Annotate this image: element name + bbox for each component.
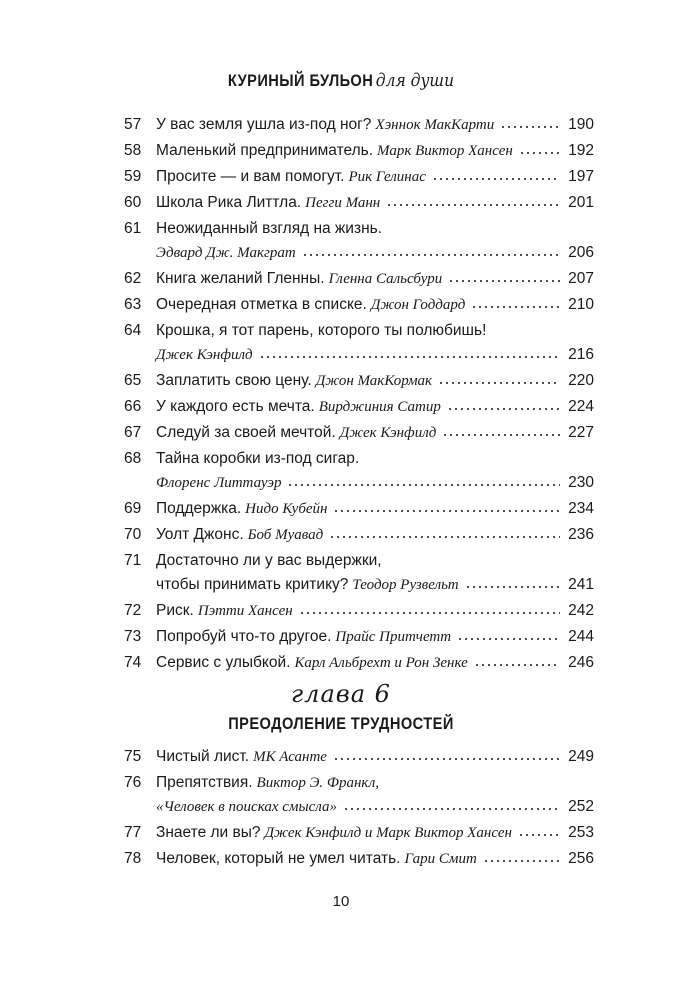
toc-entry[interactable] [124, 293, 594, 319]
entry-number: 78 [124, 850, 142, 867]
entry-author: Пэтти Хансен [197, 603, 293, 619]
entry-title: Школа Рика Литтла. [156, 194, 302, 211]
entry-number: 57 [124, 116, 142, 133]
toc-entry[interactable] [124, 745, 594, 771]
page-number: 10 [332, 893, 350, 910]
entry-number: 72 [124, 602, 142, 619]
entry-author: Нидо Кубейн [245, 501, 328, 517]
entry-author: Карл Альбрехт и Рон Зенке [294, 655, 468, 671]
entry-author: Джек Кэнфилд [339, 425, 437, 441]
leader-dots [518, 825, 560, 837]
leader-dots [386, 195, 560, 207]
entry-number: 62 [124, 270, 142, 287]
toc-entry[interactable] [124, 191, 594, 217]
entry-number: 69 [124, 500, 142, 517]
entry-title: Уолт Джонс. [156, 526, 244, 543]
entry-number: 59 [124, 168, 142, 185]
leader-dots [287, 475, 560, 487]
leader-dots [500, 117, 560, 129]
entry-title: Просите — и вам помогут. [156, 168, 345, 185]
entry-page: 192 [568, 142, 594, 159]
leader-dots [329, 527, 560, 539]
entry-title: Крошка, я тот парень, которого ты полюбишь! [156, 322, 487, 339]
entry-number: 65 [124, 372, 142, 389]
entry-number: 63 [124, 296, 142, 313]
entry-title: Поддержка. [156, 500, 242, 517]
leader-dots [442, 425, 560, 437]
entry-number: 71 [124, 552, 142, 569]
entry-author: Эдвард Дж. Макграт [156, 245, 296, 261]
toc-entry[interactable] [124, 395, 594, 421]
entry-author: Рик Гелинас [348, 169, 426, 185]
entry-page: 253 [568, 824, 594, 841]
entry-author: Хэннок МакКарти [375, 117, 495, 133]
entry-author: Марк Виктор Хансен [377, 143, 513, 159]
toc-entry[interactable] [124, 369, 594, 395]
entry-number: 66 [124, 398, 142, 415]
leader-dots [483, 851, 560, 863]
chapter-label: глава 6 [291, 680, 391, 708]
entry-page: 220 [568, 372, 594, 389]
toc-entry[interactable] [124, 447, 594, 497]
entry-page: 190 [568, 116, 594, 133]
entry-title: Человек, который не умел читать. [156, 850, 401, 867]
leader-dots [438, 373, 560, 385]
leader-dots [457, 629, 560, 641]
entry-page: 246 [568, 654, 594, 671]
entry-author: Джон МакКормак [315, 373, 433, 389]
entry-page: 230 [568, 474, 594, 491]
entry-page: 227 [568, 424, 594, 441]
entry-page: 252 [568, 798, 594, 815]
toc-list-chapter-6 [124, 745, 594, 873]
entry-title: Препятствия. [156, 774, 253, 791]
toc-entry[interactable] [124, 523, 594, 549]
entry-source: «Человек в поисках смысла» [156, 799, 338, 815]
entry-title: У вас земля ушла из-под ног? [156, 116, 372, 133]
toc-entry[interactable] [124, 821, 594, 847]
entry-author: Пегги Манн [305, 195, 381, 211]
entry-page: 207 [568, 270, 594, 287]
entry-page: 241 [568, 576, 594, 593]
entry-number: 60 [124, 194, 142, 211]
entry-title: Знаете ли вы? [156, 824, 261, 841]
entry-number: 58 [124, 142, 142, 159]
entry-page: 197 [568, 168, 594, 185]
entry-author: Боб Муавад [247, 527, 324, 543]
entry-number: 61 [124, 220, 142, 237]
leader-dots [333, 501, 560, 513]
running-head-title: КУРИНЫЙ БУЛЬОН [227, 71, 374, 90]
entry-page: 236 [568, 526, 594, 543]
toc-entry[interactable] [124, 599, 594, 625]
entry-title: Попробуй что-то другое. [156, 628, 332, 645]
entry-title: Очередная отметка в списке. [156, 296, 367, 313]
entry-author: Гари Смит [404, 851, 477, 867]
toc-entry[interactable] [124, 651, 594, 677]
entry-author: Гленна Сальсбури [328, 271, 443, 287]
entry-number: 76 [124, 774, 142, 791]
leader-dots [259, 347, 560, 359]
entry-title: Чистый лист. [156, 748, 250, 765]
entry-title: Тайна коробки из-под сигар. [156, 450, 360, 467]
toc-entry[interactable] [124, 549, 594, 599]
leader-dots [448, 271, 560, 283]
entry-author: Прайс Притчетт [335, 629, 452, 645]
entry-author: Виктор Э. Франкл, [256, 775, 380, 791]
entry-number: 64 [124, 322, 142, 339]
toc-list [124, 113, 594, 677]
leader-dots [302, 245, 560, 257]
entry-title: Риск. [156, 602, 194, 619]
toc-entry[interactable] [124, 319, 594, 369]
entry-page: 244 [568, 628, 594, 645]
leader-dots [299, 603, 560, 615]
entry-page: 210 [568, 296, 594, 313]
entry-number: 77 [124, 824, 142, 841]
entry-number: 74 [124, 654, 142, 671]
leader-dots [474, 655, 560, 667]
entry-number: 68 [124, 450, 142, 467]
toc-entry[interactable] [124, 497, 594, 523]
toc-entry[interactable] [124, 847, 594, 873]
leader-dots [465, 577, 560, 589]
entry-page: 234 [568, 500, 594, 517]
entry-page: 256 [568, 850, 594, 867]
entry-title-continued: чтобы принимать критику? [156, 576, 349, 593]
entry-page: 206 [568, 244, 594, 261]
entry-author: Флоренс Литтауэр [156, 475, 282, 491]
entry-page: 242 [568, 602, 594, 619]
entry-title: У каждого есть мечта. [156, 398, 315, 415]
entry-title: Сервис с улыбкой. [156, 654, 291, 671]
toc-entry[interactable] [124, 139, 594, 165]
leader-dots [343, 799, 560, 811]
toc-entry[interactable] [124, 217, 594, 267]
entry-title: Следуй за своей мечтой. [156, 424, 336, 441]
entry-title: Маленький предприниматель. [156, 142, 374, 159]
entry-number: 67 [124, 424, 142, 441]
entry-title: Достаточно ли у вас выдержки, [156, 552, 382, 569]
entry-page: 224 [568, 398, 594, 415]
entry-number: 73 [124, 628, 142, 645]
leader-dots [471, 297, 560, 309]
running-head [48, 70, 635, 91]
entry-author: Джон Годдард [370, 297, 466, 313]
leader-dots [447, 399, 560, 411]
toc-entry[interactable] [124, 113, 594, 139]
entry-author: Теодор Рузвельт [352, 577, 459, 593]
entry-title: Заплатить свою цену. [156, 372, 312, 389]
chapter-title: ПРЕОДОЛЕНИЕ ТРУДНОСТЕЙ [228, 714, 454, 733]
entry-author: Джек Кэнфилд [156, 347, 253, 363]
leader-dots [432, 169, 560, 181]
toc-entry[interactable] [124, 625, 594, 651]
entry-title: Неожиданный взгляд на жизнь. [156, 220, 383, 237]
entry-page: 249 [568, 748, 594, 765]
running-head-script: для души [375, 70, 455, 91]
toc-entry[interactable] [124, 421, 594, 447]
leader-dots [333, 749, 560, 761]
leader-dots [519, 143, 560, 155]
entry-number: 70 [124, 526, 142, 543]
toc-entry[interactable] [124, 771, 594, 821]
entry-author: Джек Кэнфилд и Марк Виктор Хансен [264, 825, 512, 841]
entry-page: 201 [568, 194, 594, 211]
entry-page: 216 [568, 346, 594, 363]
toc-entry[interactable] [124, 165, 594, 191]
toc-entry[interactable] [124, 267, 594, 293]
entry-author: Вирджиния Сатир [318, 399, 441, 415]
entry-author: МК Асанте [253, 749, 327, 765]
entry-number: 75 [124, 748, 142, 765]
entry-title: Книга желаний Гленны. [156, 270, 325, 287]
